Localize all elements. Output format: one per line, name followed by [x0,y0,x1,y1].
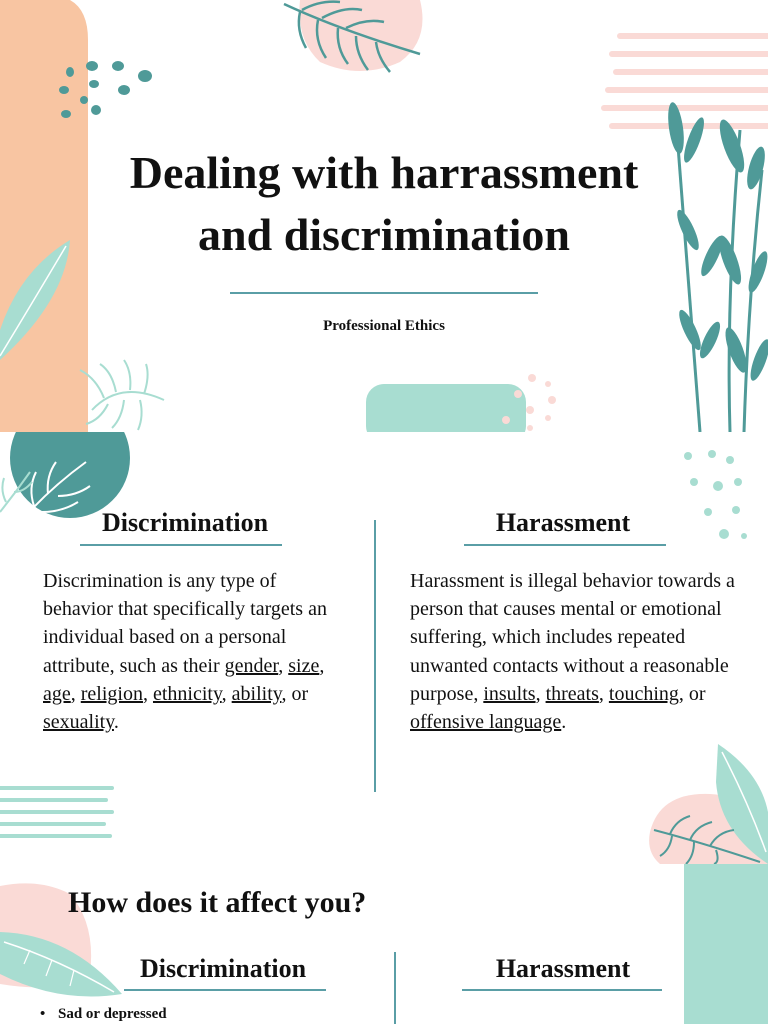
fern-outline [80,360,164,430]
title-line-2: and discrimination [198,209,570,260]
mint-stripes [0,788,112,836]
period: . [561,711,567,734]
mint-block [684,864,768,1024]
column-divider [374,520,376,792]
definition-text: Harassment is illegal behavior towards a person that causes mental or emotional suffering, which includes repeated unwanted contacts without a reasonable purpose, [410,570,735,705]
effects-slide [0,864,768,1024]
discrimination-heading-rule [80,544,282,546]
slide-subtitle: Professional Ethics [323,318,445,334]
definitions-slide [0,432,768,864]
separator: , [278,654,289,677]
definition-text: Discrimination is any type of behavior that specifically targets an individual based on a personal attribute, such as their [43,570,327,677]
separator: , [598,682,609,705]
link-size[interactable]: size [288,654,320,677]
link-gender[interactable]: gender [224,654,279,677]
title-slide [0,0,768,432]
separator: , [535,682,546,705]
list-item-text: Sad or depressed [58,1006,167,1022]
link-threats[interactable]: threats [545,682,599,705]
harassment-heading-rule [464,544,666,546]
separator: , or [678,682,706,705]
discrimination-heading: Discrimination [101,508,269,537]
question-heading: How does it affect you? [68,886,367,919]
link-touching[interactable]: touching [608,682,679,705]
mint-dots [684,450,747,539]
link-ethnicity[interactable]: ethnicity [152,682,222,705]
harassment-definition [410,567,742,736]
separator: , [221,682,232,705]
discrimination-heading-rule [124,989,326,991]
discrimination-definition [43,567,343,736]
title-line-1: Dealing with harrassment [129,147,639,198]
link-sexuality[interactable]: sexuality [43,711,114,734]
period: . [113,711,119,734]
column-divider [394,952,396,1024]
slide-title [84,142,684,266]
separator: , [142,682,153,705]
title-divider [230,292,538,294]
harassment-heading-rule [462,989,662,991]
peach-shape [0,0,88,432]
discrimination-heading: Discrimination [139,954,307,983]
link-insults[interactable]: insults [483,682,536,705]
separator: , or [281,682,309,705]
bullet-marker: • [40,1006,46,1022]
pink-stripes [604,36,768,126]
separator: , [70,682,81,705]
separator: , [319,654,325,677]
link-religion[interactable]: religion [80,682,143,705]
harassment-heading: Harassment [495,954,631,983]
mint-bar [366,384,526,432]
link-offensive-language[interactable]: offensive language [410,711,562,734]
link-age[interactable]: age [43,682,71,705]
list-item [40,1006,167,1023]
harassment-heading: Harassment [495,508,631,537]
link-ability[interactable]: ability [231,682,282,705]
